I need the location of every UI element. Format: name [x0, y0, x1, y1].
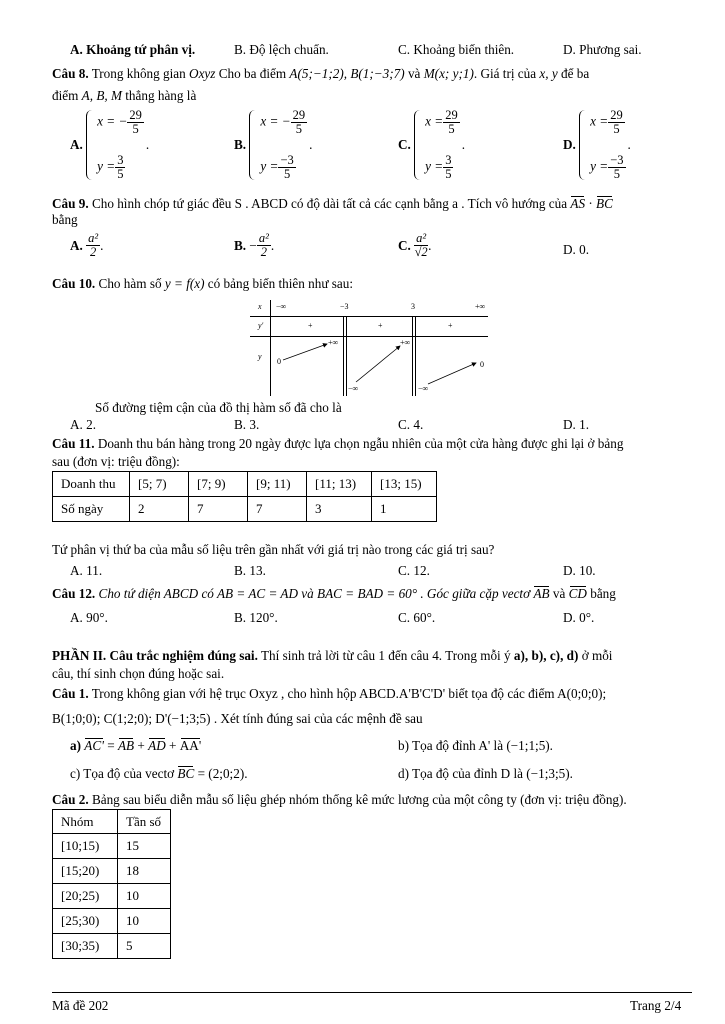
x-den: 5 [613, 122, 620, 136]
x-equation [97, 109, 144, 136]
p2q1-text1: Trong không gian với hệ trục Oxyz , cho hình hộp ABCD.A'B'C'D' biết tọa độ các điểm A(0;0;0); [91, 686, 607, 701]
y-den: 5 [283, 167, 291, 181]
q9-b-letter: B. [234, 237, 247, 253]
q8-and: và [407, 66, 421, 81]
vt-x-pinf: +∞ [475, 302, 486, 311]
q11-v4: 3 [307, 497, 372, 522]
q12-and: và [552, 586, 566, 601]
x-fraction [608, 109, 625, 136]
q8-option-letter: A. [70, 137, 83, 152]
brace [414, 110, 422, 180]
part2-abcd: a), b), c), d) [513, 648, 579, 663]
q11-question: Tứ phân vị thứ ba của mẫu số liệu trên gần nhất với giá trị nào trong các giá trị sau? [52, 542, 495, 557]
y-equation [590, 154, 625, 181]
q8-option-letter: C. [398, 137, 411, 152]
q9-option-b: B. − $\frac{\text{a²}}{2}$ . [234, 231, 275, 259]
q9-a-den: 2 [90, 245, 97, 259]
q10-option-b: B. 3. [234, 417, 260, 432]
vt-y-pinf-2: +∞ [400, 338, 411, 347]
part2-text1: Thí sinh trả lời từ câu 1 đến câu 4. Trong mỗi ý [260, 648, 511, 663]
p2q2-label: Câu 2. [52, 792, 89, 807]
q11-h5: [13; 15) [372, 472, 437, 497]
p2q2-r2-group: [20;25) [53, 884, 118, 909]
q8-abm: A, B, M [81, 88, 122, 103]
q10-text2: có bảng biến thiên như sau: [207, 276, 354, 291]
q9-stem [52, 196, 613, 212]
q11-v2: 7 [189, 497, 248, 522]
vt-arrows [250, 300, 488, 396]
part2-text2: ở mỗi [581, 648, 613, 663]
vt-x-minf: −∞ [276, 302, 287, 311]
q11-option-b: B. 13. [234, 563, 266, 578]
y-lhs: y = [97, 158, 116, 174]
p2q2-r3-freq: 10 [118, 909, 171, 934]
equation-system [260, 109, 307, 181]
p2q1-a-plus2: + [165, 738, 180, 753]
q12-option-d: D. 0°. [563, 610, 595, 625]
x-den: 5 [448, 122, 455, 136]
brace [579, 110, 587, 180]
q10-text1: Cho hàm số [98, 276, 162, 291]
q9-a-fraction [86, 232, 100, 259]
y-lhs: y = [425, 158, 444, 174]
q8-oxyz: Oxyz [189, 66, 216, 81]
q11-table [52, 471, 437, 522]
y-num: 3 [117, 153, 124, 167]
equation-system [97, 109, 144, 181]
period: . [309, 137, 313, 152]
p2q2-r4-group: [30;35) [53, 934, 118, 959]
y-den: 5 [445, 167, 452, 181]
q9-b-num: a² [258, 231, 269, 245]
p2q1-a-vec-aa: AA' [179, 738, 202, 753]
part2-title: PHẦN II. Câu trắc nghiệm đúng sai. [52, 648, 258, 663]
vt-arrow-up-2 [356, 346, 400, 382]
x-num: 29 [445, 108, 458, 122]
p2q1-label: Câu 1. [52, 686, 89, 701]
p2q2-r0-freq: 15 [118, 834, 171, 859]
y-equation [260, 154, 307, 181]
q11-v0: Số ngày [53, 497, 130, 522]
q10-function: y = f(x) [164, 276, 205, 291]
vt-plus-3: + [448, 321, 453, 330]
q7-option-a: A. Khoảng tứ phân vị. [70, 42, 196, 57]
q11-table-header [53, 472, 437, 497]
q11-h0: Doanh thu [53, 472, 130, 497]
part2-heading [52, 648, 612, 664]
p2q1-a-eq: = [103, 738, 118, 753]
p2q2-r2-freq: 10 [118, 884, 171, 909]
footer-exam-code: Mã đề 202 [52, 998, 109, 1013]
q11-h1: [5; 7) [130, 472, 189, 497]
q8-option-b [234, 108, 312, 182]
vt-x-m3: −3 [340, 302, 349, 311]
q9-vector-as: AS [570, 196, 586, 211]
q9-b-minus: − [249, 237, 257, 253]
q9-option-d: D. 0. [563, 242, 590, 257]
q12-option-c: C. 60°. [398, 610, 436, 625]
q9-b-fraction [257, 232, 271, 259]
equation-system [590, 109, 625, 181]
p2q1-statement-d: d) Tọa độ của đỉnh D là (−1;3;5). [398, 766, 573, 781]
q12-vector-cd: CD [568, 586, 587, 601]
p2q1-statement-b: b) Tọa độ đỉnh A' là (−1;1;5). [398, 738, 553, 753]
vt-arrow-up-1 [283, 344, 327, 360]
y-fraction [278, 154, 295, 181]
q8-option-c [398, 108, 465, 182]
q8-text1: Trong không gian [91, 66, 186, 81]
p2q1-c-pre: c) Tọa độ của vectơ [70, 766, 175, 781]
x-lhs: x = [590, 113, 609, 129]
q7-option-d: D. Phương sai. [563, 42, 642, 57]
period: . [627, 137, 631, 152]
y-num: −3 [280, 153, 294, 167]
y-equation [97, 154, 144, 181]
q8-text4: để ba [561, 66, 590, 81]
q8-line2a: điểm [52, 88, 79, 103]
q11-stem-line2: sau (đơn vị: triệu đồng): [52, 454, 180, 469]
x-den: 5 [295, 122, 303, 136]
q9-line2: bằng [52, 212, 78, 227]
p2q2-r4-freq: 5 [118, 934, 171, 959]
q9-option-c: C. $\frac{\text{a²}}{√2}$ . [398, 231, 432, 259]
x-lhs: x = − [97, 113, 128, 129]
x-lhs: x = − [260, 113, 291, 129]
x-fraction [291, 109, 308, 136]
q8-option-letter: D. [563, 137, 576, 152]
x-fraction [443, 109, 460, 136]
vt-arrow-up-3 [428, 363, 476, 384]
p2q1-a-vec-ac: AC' [84, 738, 104, 753]
q11-h4: [11; 13) [307, 472, 372, 497]
p2q1-a-label: a) [70, 738, 81, 753]
q8-stem-line1 [52, 66, 589, 82]
q10-option-c: C. 4. [398, 417, 424, 432]
q11-table-row [53, 497, 437, 522]
q10-label: Câu 10. [52, 276, 96, 291]
p2q1-statement-c [70, 766, 248, 782]
p2q2-r1-group: [15;20) [53, 859, 118, 884]
q11-text1: Doanh thu bán hàng trong 20 ngày được lựa chọn ngẫu nhiên của một cửa hàng được ghi lại ở bảng [97, 436, 624, 451]
q9-c-letter: C. [398, 237, 411, 253]
x-num: 29 [292, 108, 306, 122]
q8-point-a: A(5;−1;2), [289, 66, 348, 81]
vt-x-p3: 3 [411, 302, 415, 311]
q12-option-a: A. 90°. [70, 610, 108, 625]
p2q1-statement-a [70, 738, 201, 754]
footer-rule [52, 992, 692, 993]
p2q2-h1: Tần số [118, 810, 171, 834]
q8-option-a [70, 108, 149, 182]
x-equation [260, 109, 307, 136]
q8-text2: Cho ba điểm [218, 66, 287, 81]
p2q1-c-post: = (2;0;2). [194, 766, 248, 781]
q9-option-a: A. $\frac{\text{a²}}{2}$ . [70, 231, 104, 259]
period: . [145, 137, 150, 152]
x-den: 5 [132, 122, 139, 136]
q11-v3: 7 [248, 497, 307, 522]
y-den: 5 [613, 167, 620, 181]
y-equation [425, 154, 460, 181]
q8-xy: x, y [539, 66, 558, 81]
q7-option-c: C. Khoảng biến thiên. [398, 42, 515, 57]
brace [86, 110, 94, 180]
p2q2-table [52, 809, 171, 959]
x-equation [590, 109, 625, 136]
q12-option-b: B. 120°. [234, 610, 278, 625]
table-row [53, 859, 171, 884]
q11-v5: 1 [372, 497, 437, 522]
q9-a-letter: A. [70, 237, 83, 253]
q9-b-den: 2 [260, 245, 267, 259]
q12-text: Cho tứ diện ABCD có AB = AC = AD và BAC = BAD = 60° . Góc giữa cặp vectơ [98, 586, 531, 601]
p2q1-c-vec-bc: BC [177, 766, 195, 781]
vt-y-zero-2: 0 [480, 360, 484, 369]
p2q2-stem [52, 792, 627, 808]
table-row [53, 934, 171, 959]
q8-label: Câu 8. [52, 66, 89, 81]
q9-c-fraction [414, 232, 428, 259]
vt-y-label: y [258, 352, 262, 361]
q8-line2b: thẳng hàng là [125, 88, 197, 103]
p2q1-line2: B(1;0;0); C(1;2;0); D'(−1;3;5) . Xét tính đúng sai của các mệnh đề sau [52, 711, 423, 726]
q11-h3: [9; 11) [248, 472, 307, 497]
q10-option-d: D. 1. [563, 417, 590, 432]
y-num: 3 [445, 153, 452, 167]
y-lhs: y = [260, 158, 279, 174]
vt-plus-1: + [308, 321, 313, 330]
q11-option-c: C. 12. [398, 563, 430, 578]
vt-y-zero-1: 0 [277, 357, 281, 366]
q11-h2: [7; 9) [189, 472, 248, 497]
p2q2-header [53, 810, 171, 834]
table-row [53, 834, 171, 859]
q9-c-den: √2 [414, 245, 428, 259]
p2q1-a-vec-ab: AB [118, 738, 135, 753]
q11-label: Câu 11. [52, 436, 95, 451]
q11-v1: 2 [130, 497, 189, 522]
q8-stem-line2 [52, 88, 196, 104]
q11-stem-line1 [52, 436, 623, 452]
p2q2-r3-group: [25;30) [53, 909, 118, 934]
q8-point-b: B(1;−3;7) [350, 66, 405, 81]
vt-plus-2: + [378, 321, 383, 330]
equation-system [425, 109, 460, 181]
y-lhs: y = [590, 158, 609, 174]
q11-option-d: D. 10. [563, 563, 596, 578]
q10-question: Số đường tiệm cận của đồ thị hàm số đã cho là [95, 400, 342, 415]
q11-option-a: A. 11. [70, 563, 103, 578]
y-fraction [115, 154, 125, 181]
p2q2-text: Bảng sau biểu diễn mẫu số liệu ghép nhóm thống kê mức lương của một công ty (đơn vị: triệu đồng). [91, 792, 627, 807]
x-num: 29 [610, 108, 623, 122]
p2q2-r0-group: [10;15) [53, 834, 118, 859]
q9-label: Câu 9. [52, 196, 89, 211]
p2q1-a-plus1: + [134, 738, 149, 753]
y-fraction [443, 154, 453, 181]
q10-option-a: A. 2. [70, 417, 97, 432]
period: . [461, 137, 465, 152]
p2q2-r1-freq: 18 [118, 859, 171, 884]
q9-a-num: a² [88, 231, 99, 245]
part2-line2: câu, thí sinh chọn đúng hoặc sai. [52, 666, 225, 681]
vt-y-pinf-1: +∞ [328, 338, 339, 347]
q12-stem [52, 586, 616, 602]
q8-option-letter: B. [234, 137, 247, 152]
q8-text3: . Giá trị của [473, 66, 537, 81]
vt-y-minf-1: −∞ [348, 384, 359, 393]
q12-vector-ab: AB [533, 586, 550, 601]
brace [249, 110, 257, 180]
p2q1-a-vec-ad: AD [148, 738, 166, 753]
x-equation [425, 109, 460, 136]
table-row [53, 909, 171, 934]
p2q2-h0: Nhóm [53, 810, 118, 834]
variation-table [250, 300, 488, 396]
q9-dot: · [588, 196, 593, 211]
q7-option-b: B. Độ lệch chuẩn. [234, 42, 329, 57]
table-row [53, 884, 171, 909]
y-num: −3 [610, 153, 624, 167]
p2q1-line1 [52, 686, 606, 702]
footer-page-number: Trang 2/4 [630, 998, 682, 1013]
q9-c-num: a² [416, 231, 427, 245]
q9-vector-bc: BC [596, 196, 613, 211]
q12-label: Câu 12. [52, 586, 96, 601]
q12-end: bằng [590, 586, 616, 601]
vt-yprime-label: y' [258, 321, 264, 330]
x-fraction [127, 109, 144, 136]
y-fraction [608, 154, 625, 181]
vt-x-label: x [258, 302, 262, 311]
q8-point-m: M(x; y;1) [423, 66, 474, 81]
x-num: 29 [129, 108, 142, 122]
x-lhs: x = [425, 113, 444, 129]
q10-stem [52, 276, 353, 292]
q8-option-d [563, 108, 631, 182]
q9-text: Cho hình chóp tứ giác đều S . ABCD có độ dài tất cả các cạnh bằng a . Tích vô hướng của [91, 196, 568, 211]
y-den: 5 [117, 167, 124, 181]
vt-y-minf-2: −∞ [418, 384, 429, 393]
